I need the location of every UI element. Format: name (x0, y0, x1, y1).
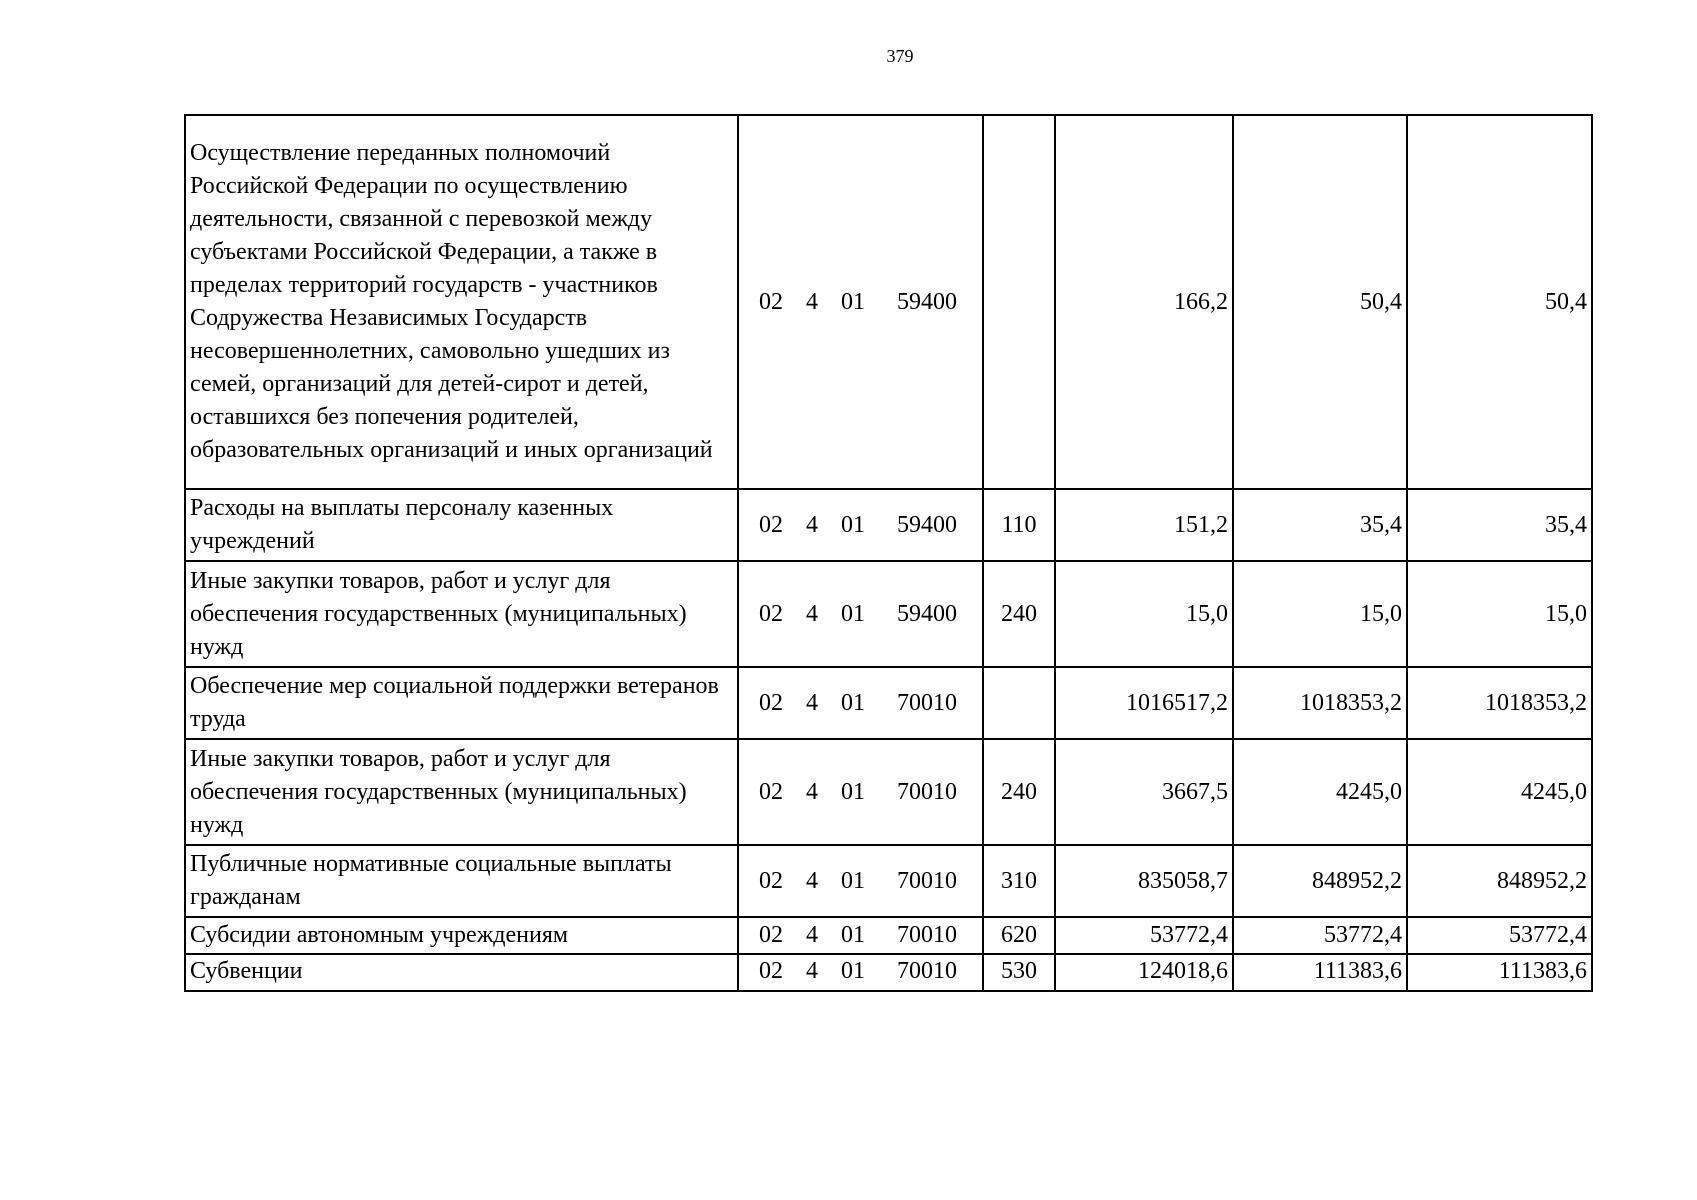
code-direction: 70010 (897, 867, 957, 894)
code-direction: 59400 (897, 288, 957, 315)
row-code (738, 954, 983, 991)
code-subprogram: 4 (806, 778, 818, 805)
row-value-3: 4245,0 (1407, 739, 1592, 845)
row-value-2: 35,4 (1233, 489, 1407, 561)
code-main-event: 01 (841, 867, 865, 894)
row-value-1: 835058,7 (1055, 845, 1233, 917)
row-expense-type: 310 (983, 845, 1055, 917)
code-program: 02 (759, 511, 783, 538)
row-value-2: 111383,6 (1233, 954, 1407, 991)
row-name: Обеспечение мер социальной поддержки ветеранов труда (185, 667, 738, 739)
code-direction: 70010 (897, 958, 957, 984)
row-name: Иные закупки товаров, работ и услуг для обеспечения государственных (муниципальных) нужд (185, 561, 738, 667)
code-main-event: 01 (841, 600, 865, 627)
table-row (185, 739, 1592, 845)
code-program: 02 (759, 600, 783, 627)
table-row (185, 917, 1592, 954)
row-value-3: 848952,2 (1407, 845, 1592, 917)
row-value-1: 15,0 (1055, 561, 1233, 667)
row-value-2: 50,4 (1233, 115, 1407, 489)
table-row (185, 954, 1592, 991)
code-main-event: 01 (841, 958, 865, 984)
table-row (185, 667, 1592, 739)
row-code (738, 489, 983, 561)
row-name: Осуществление переданных полномочий Российской Федерации по осуществлению деятельности, связанной с перевозкой между субъектами Российской Федерации, а также в пределах территорий государств - участников Содружества Независимых Государств несовершеннолетних, самовольно ушедших из семей, организаций для детей-сирот и детей, оставшихся без попечения родителей, образовательных организаций и иных организаций (185, 115, 738, 489)
row-value-1: 151,2 (1055, 489, 1233, 561)
code-program: 02 (759, 288, 783, 315)
code-direction: 59400 (897, 600, 957, 627)
row-code (738, 115, 983, 489)
code-main-event: 01 (841, 288, 865, 315)
row-value-1: 3667,5 (1055, 739, 1233, 845)
code-direction: 70010 (897, 778, 957, 805)
row-name: Иные закупки товаров, работ и услуг для обеспечения государственных (муниципальных) нужд (185, 739, 738, 845)
page-number: 379 (886, 46, 914, 66)
row-value-2: 53772,4 (1233, 917, 1407, 954)
code-subprogram: 4 (806, 600, 818, 627)
budget-table (184, 114, 1593, 992)
code-main-event: 01 (841, 511, 865, 538)
code-program: 02 (759, 778, 783, 805)
row-value-2: 4245,0 (1233, 739, 1407, 845)
row-code (738, 845, 983, 917)
code-direction: 59400 (897, 511, 957, 538)
row-expense-type: 110 (983, 489, 1055, 561)
code-subprogram: 4 (806, 511, 818, 538)
row-value-3: 35,4 (1407, 489, 1592, 561)
row-name: Субсидии автономным учреждениям (185, 917, 738, 954)
row-value-3: 53772,4 (1407, 917, 1592, 954)
code-direction: 70010 (897, 689, 957, 716)
code-subprogram: 4 (806, 958, 818, 984)
code-subprogram: 4 (806, 689, 818, 716)
row-code (738, 667, 983, 739)
row-value-1: 1016517,2 (1055, 667, 1233, 739)
row-value-2: 848952,2 (1233, 845, 1407, 917)
row-code (738, 739, 983, 845)
row-code (738, 917, 983, 954)
row-name: Расходы на выплаты персоналу казенных учреждений (185, 489, 738, 561)
row-value-3: 111383,6 (1407, 954, 1592, 991)
row-name: Публичные нормативные социальные выплаты гражданам (185, 845, 738, 917)
row-expense-type: 240 (983, 739, 1055, 845)
code-main-event: 01 (841, 778, 865, 805)
row-value-3: 50,4 (1407, 115, 1592, 489)
table-row (185, 561, 1592, 667)
row-value-2: 15,0 (1233, 561, 1407, 667)
row-expense-type: 530 (983, 954, 1055, 991)
table-row (185, 489, 1592, 561)
table-row (185, 115, 1592, 489)
code-program: 02 (759, 958, 783, 984)
row-value-1: 166,2 (1055, 115, 1233, 489)
row-value-1: 53772,4 (1055, 917, 1233, 954)
code-program: 02 (759, 689, 783, 716)
code-program: 02 (759, 867, 783, 894)
row-code (738, 561, 983, 667)
row-expense-type (983, 115, 1055, 489)
code-subprogram: 4 (806, 288, 818, 315)
row-value-3: 1018353,2 (1407, 667, 1592, 739)
row-name: Субвенции (185, 954, 738, 991)
code-direction: 70010 (897, 922, 957, 948)
row-value-2: 1018353,2 (1233, 667, 1407, 739)
row-value-1: 124018,6 (1055, 954, 1233, 991)
row-expense-type: 240 (983, 561, 1055, 667)
code-program: 02 (759, 922, 783, 948)
row-expense-type: 620 (983, 917, 1055, 954)
code-subprogram: 4 (806, 867, 818, 894)
table-row (185, 845, 1592, 917)
row-expense-type (983, 667, 1055, 739)
row-value-3: 15,0 (1407, 561, 1592, 667)
code-main-event: 01 (841, 922, 865, 948)
code-subprogram: 4 (806, 922, 818, 948)
code-main-event: 01 (841, 689, 865, 716)
